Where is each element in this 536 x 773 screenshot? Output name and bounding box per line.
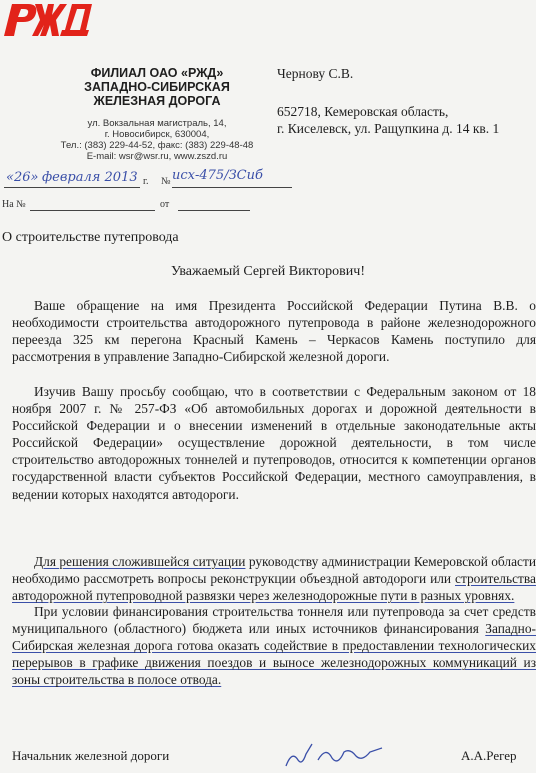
body-paragraph-4 [12, 603, 536, 688]
underlined-phrase-construction: строительства автодорожной путепроводной развязки через железнодорожные пути в разных уровнях. [12, 571, 536, 604]
org-name-line1: ФИЛИАЛ ОАО «РЖД» [90, 66, 224, 80]
org-name-line2: ЗАПАДНО-СИБИРСКАЯ [84, 80, 230, 94]
date-month-year: февраля 2013 [42, 170, 138, 185]
rzd-logo [2, 0, 94, 40]
outgoing-number-label: № [161, 176, 171, 187]
handwritten-signature [282, 740, 392, 768]
signer-name: А.А.Регер [461, 748, 517, 763]
recipient-name: Чернову С.В. [277, 66, 354, 81]
body-paragraph-1: Ваше обращение на имя Президента Российской Федерации Путина В.В. о необходимости строительства автодорожного путепровода в районе железнодорожного переезда 325 км перегона Красный Камень – Черкасов Камень поступило для рассмотрения в управление Западно-Сибирской железной дороги. [12, 298, 536, 365]
org-address-line1: ул. Вокзальная магистраль, 14, [87, 118, 227, 129]
reference-number-line [30, 210, 155, 211]
org-phone-fax: Тел.: (383) 229-44-52, факс: (383) 229-48-48 [60, 140, 254, 151]
signature-icon [282, 740, 392, 768]
reference-date-line [178, 210, 250, 211]
org-email-web: E-mail: wsr@wsr.ru, www.zszd.ru [86, 151, 228, 162]
body-paragraph-3 [12, 553, 536, 604]
org-address-line2: г. Новосибирск, 630004, [104, 129, 210, 140]
underlined-phrase-situation: Для решения сложившейся ситуации [34, 554, 246, 569]
recipient-address-line1: 652718, Кемеровская область, [277, 104, 449, 119]
body-paragraph-4-text: При условии финансирования строительства тоннеля или путепровода за счет средств муниципального (областного) бюджета или иных источников финансирования [12, 604, 536, 637]
letter-greeting: Уважаемый Сергей Викторович! [170, 264, 365, 279]
number-underline [172, 187, 292, 188]
org-name-line3: ЖЕЛЕЗНАЯ ДОРОГА [93, 94, 221, 108]
reference-from-label: от [160, 199, 170, 210]
date-underline [4, 187, 140, 188]
body-paragraph-2: Изучив Вашу просьбу сообщаю, что в соответствии с Федеральным законом от 18 ноября 2007 г. № 257-ФЗ «Об автомобильных дорогах и дорожной деятельности в Российской Федерации и о внесении изменений в отдельные законодательные акты Российской Федерации» осуществление дорожной деятельности, в том числе строительство автодорожных тоннелей и путепроводов, относится к компетенции органов государственной власти субъектов Российской Федерации, местного самоуправления, в ведении которых находятся автодороги. [12, 384, 536, 502]
body-paragraph-3-text: руководству администрации Кемеровской области необходимо рассмотреть вопросы реконструкции объездной автодороги или [12, 554, 536, 587]
letter-subject: О строительстве путепровода [2, 230, 179, 245]
date-day: «26» [6, 170, 39, 185]
underlined-phrase-assistance: Западно-Сибирская железная дорога готова оказать содействие в предоставлении технологических перерывов в графике движения поездов и выносе железнодорожных коммуникаций из зоны строительства в полосе отвода. [12, 621, 536, 688]
outgoing-number: исх-475/ЗСиб [172, 168, 263, 183]
date-year-suffix: г. [143, 176, 149, 187]
recipient-address-line2: г. Киселевск, ул. Ращупкина д. 14 кв. 1 [277, 121, 500, 136]
reference-label: На № [2, 199, 26, 210]
signer-title: Начальник железной дороги [12, 748, 170, 763]
rzd-logo-icon [2, 0, 94, 40]
